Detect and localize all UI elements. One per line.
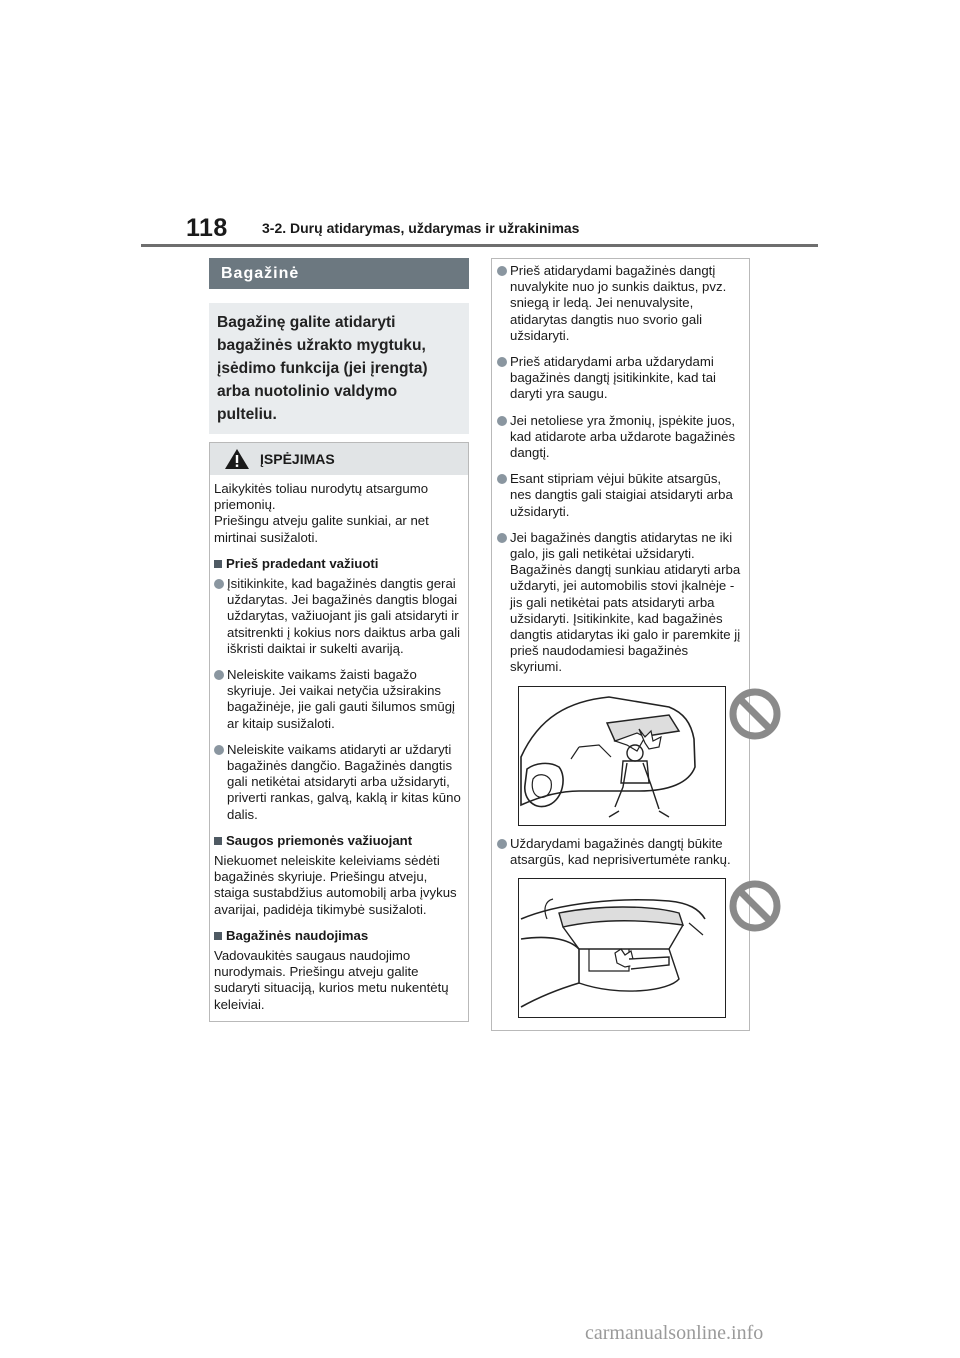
chapter-title: 3-2. Durų atidarymas, uždarymas ir užrakinimas [262,220,580,236]
left-column [209,258,469,1022]
list-item [214,742,463,823]
illustration-trunk-closes-on-hand [518,878,726,1018]
right-column [491,258,750,1031]
paragraph: Vadovaukitės saugaus naudojimo nurodymais. Priešingu atveju galite sudaryti situaciją, kurios metu nukentėtų keleiviai. [214,948,449,1012]
warning-box [209,442,469,1022]
warning-body [210,475,468,1013]
list-item [214,576,463,657]
warning-triangle-icon [224,448,250,470]
header-rule [141,244,818,247]
prohibition-icon [728,879,782,933]
subheading-before-driving [214,556,463,572]
bullet-dot-icon [497,416,507,426]
section-title: Bagažinė [209,258,469,289]
bullet-dot-icon [214,670,224,680]
square-bullet-icon [214,560,222,568]
list-item [492,354,749,403]
illustration-trunk-hits-person [518,686,726,826]
list-item [492,263,749,344]
warning-intro [214,481,463,546]
bullet-dot-icon [497,839,507,849]
square-bullet-icon [214,932,222,940]
bullet-dot-icon [497,474,507,484]
list-item-text: Neleiskite vaikams žaisti bagažo skyriuje. Jei vaikai netyčia užsirakins bagažinėje, jie gali gauti šilumos smūgį ar kitaip susižaloti. [227,667,455,731]
warning-intro-line: Priešingu atveju galite sunkiai, ar net mirtinai susižaloti. [214,513,429,545]
subheading-trunk-use [214,928,463,944]
page-number: 118 [186,214,228,242]
paragraph: Niekuomet neleiskite keleiviams sėdėti bagažinės skyriuje. Priešingu atveju, staiga sustabdžius automobilį arba įvykus avarijai, padidėja tikimybė susižaloti. [214,853,457,917]
list-item-text: Prieš atidarydami bagažinės dangtį nuvalykite nuo jo sunkis daiktus, pvz. sniegą ir ledą. Jei nenuvalysite, atidarytas dangtis nuo svorio gali užsidaryti. [510,263,727,343]
bullet-dot-icon [497,266,507,276]
subheading-text: Saugos priemonės važiuojant [226,832,413,848]
bullet-dot-icon [214,745,224,755]
list-item-text: Uždarydami bagažinės dangtį būkite atsargūs, kad neprisivertumėte rankų. [510,835,731,867]
list-item-text: Įsitikinkite, kad bagažinės dangtis gerai uždarytas. Jei bagažinės dangtis blogai uždarytas, važiuojant jis gali atsidaryti ir atsitrenkti į kokius nors daiktus arba gali iškristi daiktai ir sukelti avariją. [227,576,461,656]
section-intro: Bagažinę galite atidaryti bagažinės užrakto mygtuku, įsėdimo funkcija (jei įrengta) arba nuotolinio valdymo pulteliu. [209,303,469,434]
bullet-dot-icon [497,533,507,543]
list-item-text: Prieš atidarydami arba uždarydami bagažinės dangtį įsitikinkite, kad tai daryti yra saugu. [510,354,716,402]
subheading-while-driving [214,833,463,849]
car-trunk-hand-illustration [519,879,725,1017]
list-item-text: Esant stipriam vėjui būkite atsargūs, nes dangtis gali staigiai atsidaryti arba užsidaryti. [510,471,733,519]
list-item-text: Neleiskite vaikams atidaryti ar uždaryti bagažinės dangčio. Bagažinės dangtis gali netikėtai atsidaryti arba užsidaryti, priverti rankas, galvą, kaklą ir kitas kūno dalis. [227,741,461,822]
list-item [492,471,749,520]
subheading-text: Bagažinės naudojimas [226,927,369,943]
warning-title: ĮSPĖJIMAS [260,451,335,467]
subheading-text: Prieš pradedant važiuoti [226,555,379,571]
square-bullet-icon [214,837,222,845]
list-item [492,530,749,676]
footer-watermark: carmanualsonline.info [585,1322,764,1344]
warning-intro-line: Laikykitės toliau nurodytų atsargumo priemonių. [214,481,429,513]
prohibition-icon [728,687,782,741]
bullet-dot-icon [497,357,507,367]
warning-header [210,443,468,475]
list-item [492,413,749,462]
bullet-dot-icon [214,579,224,589]
car-trunk-head-illustration [519,687,725,825]
list-item [214,667,463,732]
list-item [492,836,749,868]
list-item-text: Jei bagažinės dangtis atidarytas ne iki galo, jis gali netikėtai užsidaryti. Bagažinės dangtį sunkiau atidaryti arba uždaryti, jei automobilis stovi įkalnėje - jis gali netikėtai pats atsidaryti arba užsidaryti. Įsitikinkite, kad bagažinės dangtis atidarytas iki galo ir paremkite jį prieš naudodamiesi bagažinės skyriumi. [510,529,741,675]
list-item-text: Jei netoliese yra žmonių, įspėkite juos, kad atidarote arba uždarote bagažinės dangtį. [510,412,736,461]
